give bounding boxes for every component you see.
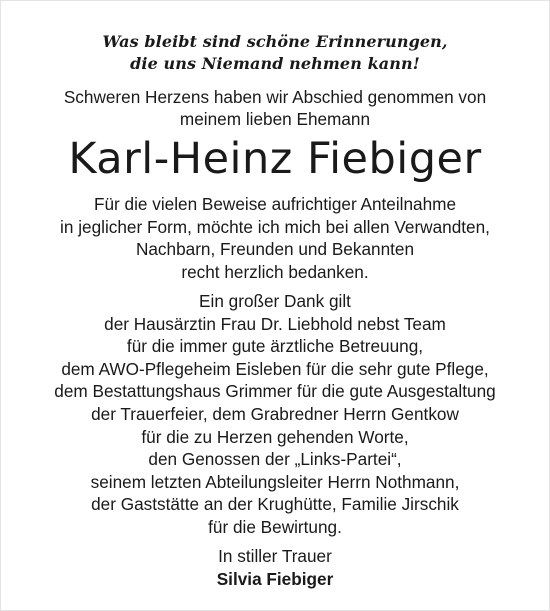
special-thanks-paragraph xyxy=(1,290,549,539)
intro-line: Schweren Herzens haben wir Abschied genommen von xyxy=(63,87,487,107)
closing-phrase: In stiller Trauer xyxy=(218,546,332,566)
motto-line: Was bleibt sind schöne Erinnerungen, xyxy=(102,32,448,51)
special-thanks-line: der Hausärztin Frau Dr. Liebhold nebst Team xyxy=(104,313,446,334)
intro-line: meinem lieben Ehemann xyxy=(179,109,371,129)
special-thanks-line: dem AWO-Pflegeheim Eisleben für die sehr gute Pflege, xyxy=(61,358,489,379)
thanks-line: in jeglicher Form, möchte ich mich bei allen Verwandten, xyxy=(60,216,490,237)
motto-line: die uns Niemand nehmen kann! xyxy=(130,54,420,73)
special-thanks-line: den Genossen der „Links-Partei“, xyxy=(148,449,402,470)
intro-text xyxy=(1,86,549,130)
special-thanks-line: der Trauerfeier, dem Grabredner Herrn Gentkow xyxy=(91,403,459,424)
thanks-line: Für die vielen Beweise aufrichtiger Anteilnahme xyxy=(93,194,457,214)
special-thanks-line: der Gaststätte an der Krughütte, Familie Jirschik xyxy=(91,494,459,515)
special-thanks-line: Ein großer Dank gilt xyxy=(199,291,351,311)
special-thanks-line: für die immer gute ärztliche Betreuung, xyxy=(126,336,424,357)
signature: Silvia Fiebiger xyxy=(216,569,334,589)
special-thanks-line: für die Bewirtung. xyxy=(208,516,342,537)
thanks-line: recht herzlich bedanken. xyxy=(181,261,369,282)
special-thanks-line: seinem letzten Abteilungsleiter Herrn Nothmann, xyxy=(90,471,460,492)
special-thanks-line: für die zu Herzen gehenden Worte, xyxy=(141,426,409,447)
deceased-name: Karl-Heinz Fiebiger xyxy=(68,134,482,184)
motto-quote xyxy=(1,31,549,75)
special-thanks-line: dem Bestattungshaus Grimmer für die gute Ausgestaltung xyxy=(54,381,496,402)
closing-block xyxy=(1,545,549,591)
thanks-line: Nachbarn, Freunden und Bekannten xyxy=(135,239,415,259)
thanks-paragraph xyxy=(1,193,549,283)
